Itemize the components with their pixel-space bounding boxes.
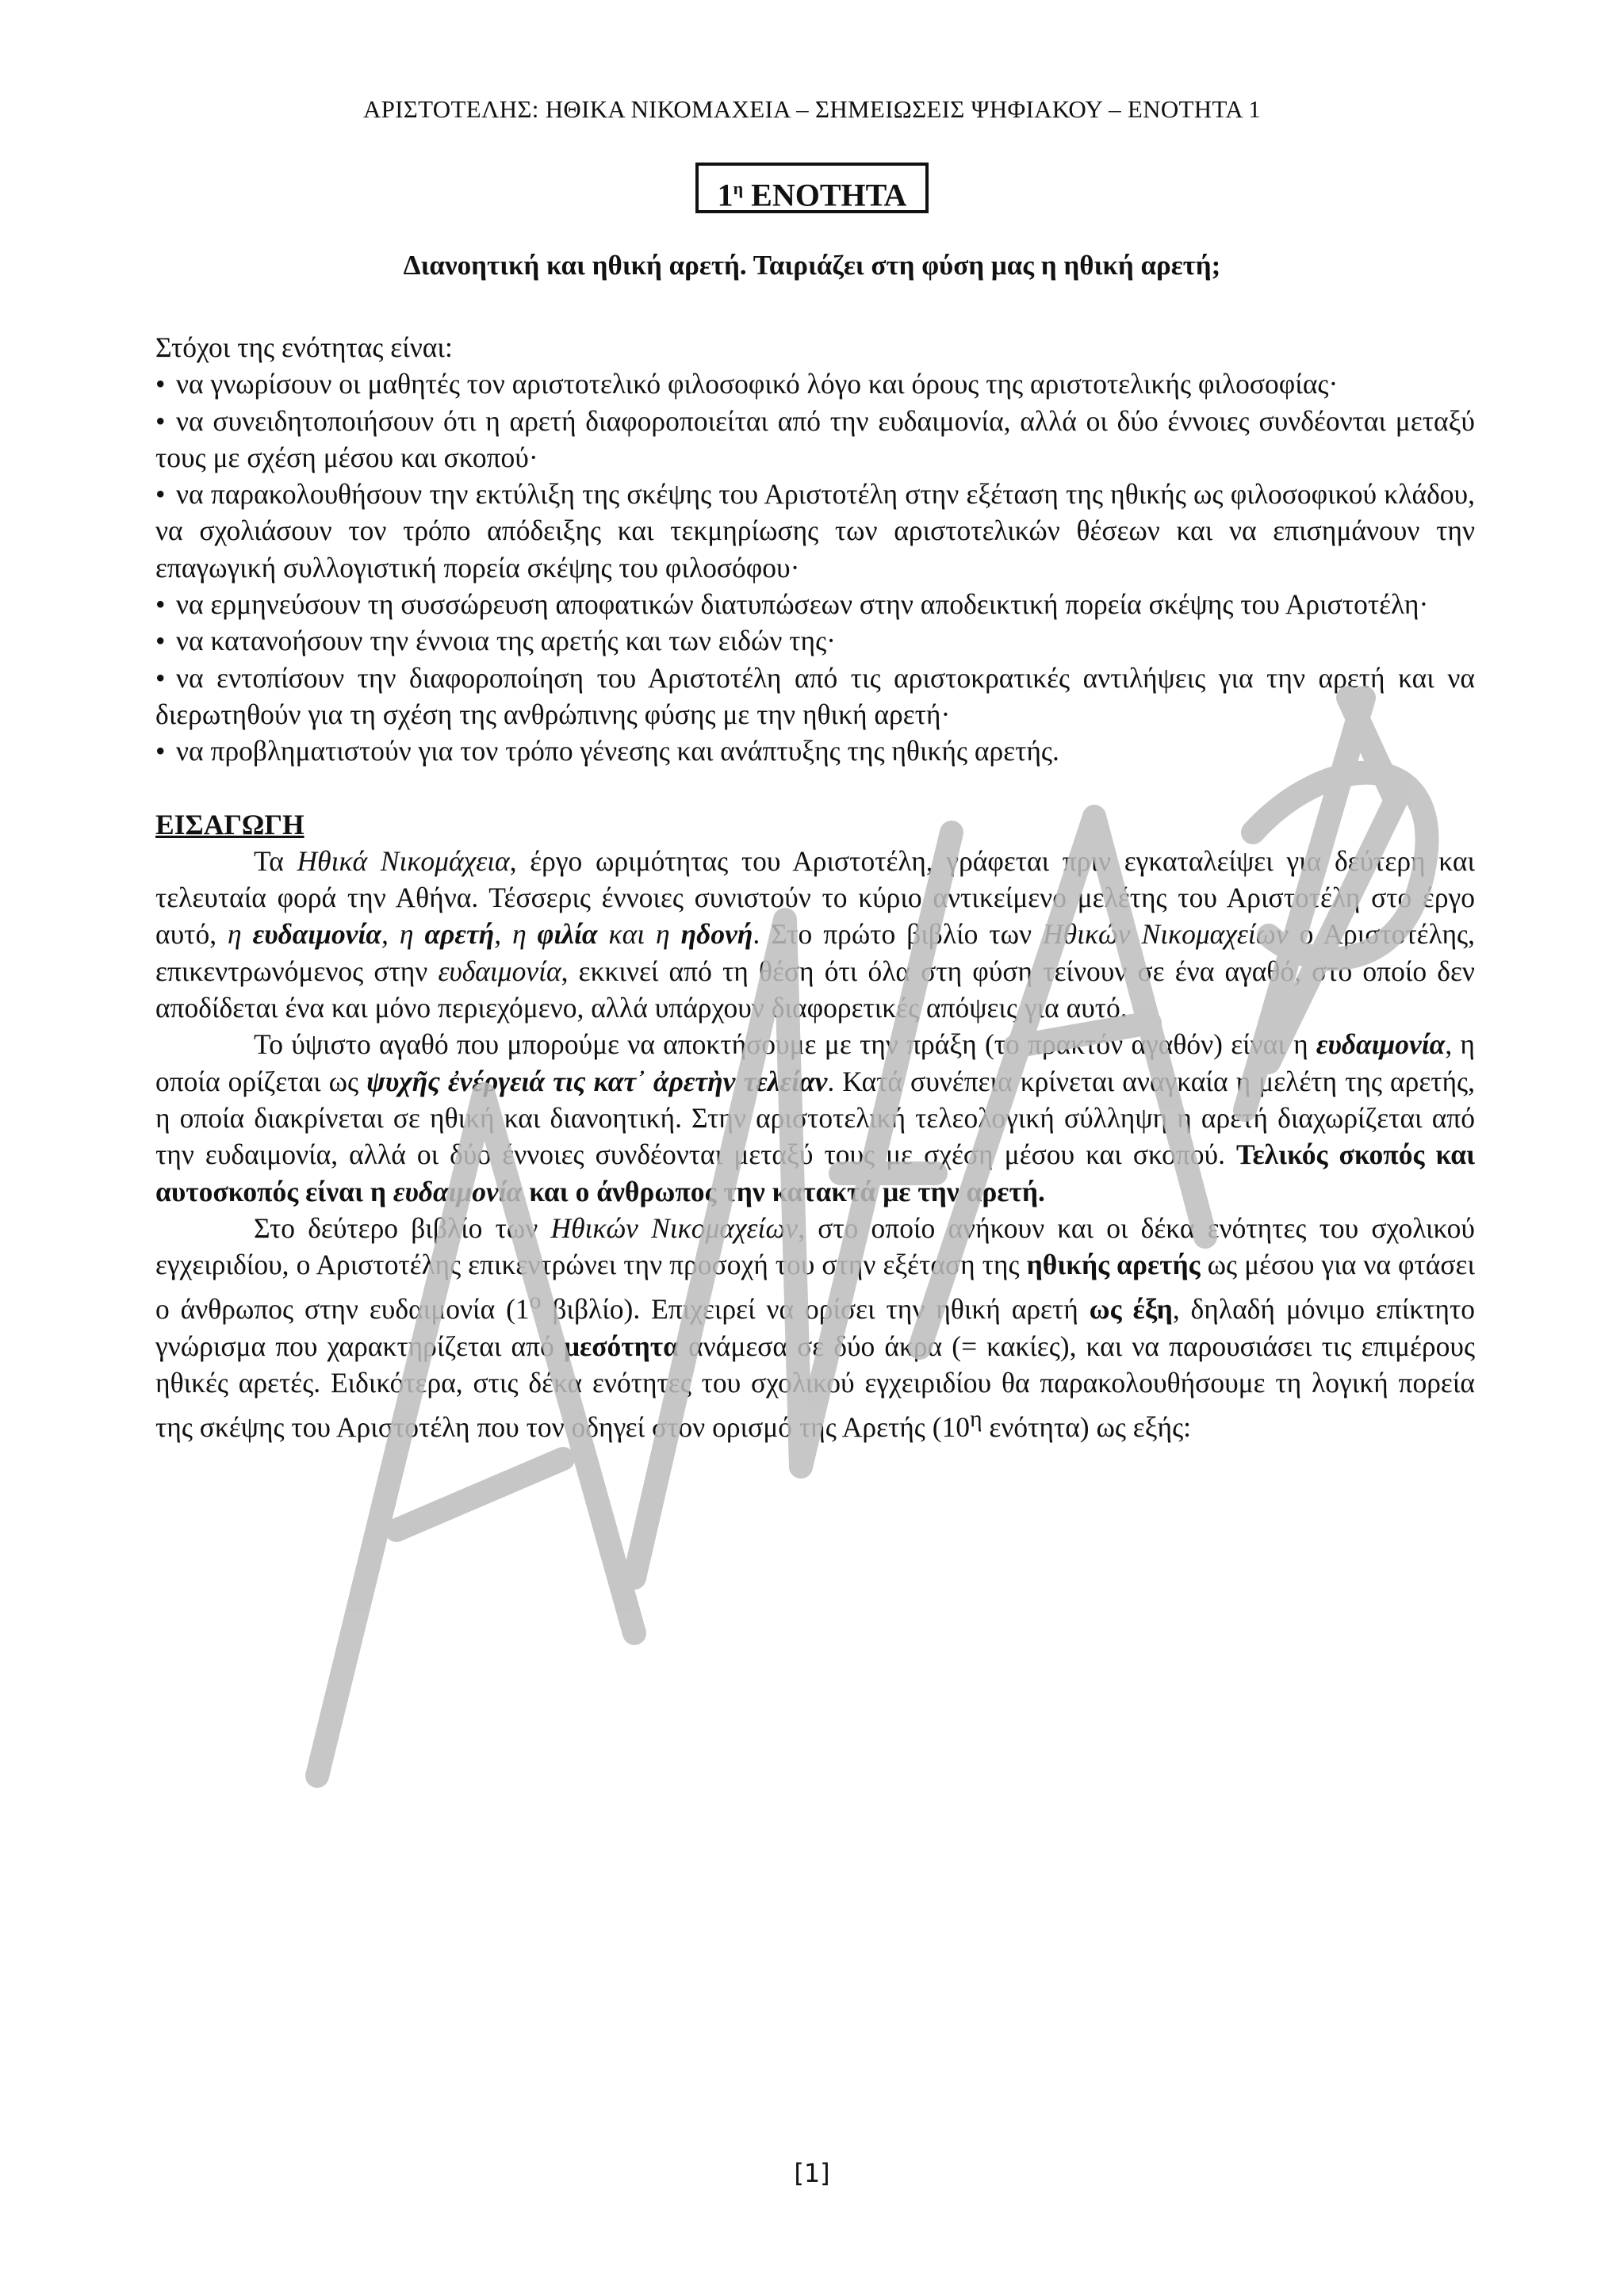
intro-heading: ΕΙΣΑΓΩΓΗ (155, 808, 304, 840)
unit-title-box (695, 163, 929, 213)
unit-ordinal-suffix: η (733, 178, 744, 198)
goal-item: • να παρακολουθήσουν την εκτύλιξη της σκέψης του Αριστοτέλη στην εξέταση της ηθικής ως φιλοσοφικού κλάδου, να σχολιάσουν τον τρόπο απόδειξης και τεκμηρίωσης των αριστοτελικών θέσεων και να επισημάνουν την επαγωγική συλλογιστική πορεία σκέψης του φιλοσόφου· (155, 476, 1475, 586)
unit-subtitle: Διανοητική και ηθική αρετή. Ταιριάζει στη φύση μας η ηθική αρετή; (403, 250, 1221, 281)
intro-paragraph-2: Το ύψιστο αγαθό που μπορούμε να αποκτήσουμε με την πράξη (το πρακτόν αγαθόν) είναι η ευδαιμονία, η οποία ορίζεται ως ψυχῆς ἐνέργειά τις κατ᾽ ἀρετὴν τελείαν. Κατά συνέπεια κρίνεται αναγκαία η μελέτη της αρετής, η οποία διακρίνεται σε ηθική και διανοητική. Στην αριστοτελική τελεολογική σύλληψη η αρετή διαχωρίζεται από την ευδαιμονία, αλλά οι δύο έννοιες συνδέονται μεταξύ τους με σχέση μέσου και σκοπού. Τελικός σκοπός και αυτοσκοπός είναι η ευδαιμονία και ο άνθρωπος την κατακτά με την αρετή. (155, 1028, 1476, 1207)
goal-item: • να εντοπίσουν την διαφοροποίηση του Αριστοτέλη από τις αριστοκρατικές αντιλήψεις για την αρετή και να διερωτηθούν για τη σχέση της ανθρώπινης φύσης με την ηθική αρετή· (155, 660, 1475, 733)
goal-item: • να ερμηνεύσουν τη συσσώρευση αποφατικών διατυπώσεων στην αποδεικτική πορεία σκέψης του Αριστοτέλη· (155, 586, 1475, 622)
goal-item: • να γνωρίσουν οι μαθητές τον αριστοτελικό φιλοσοφικό λόγο και όρους της αριστοτελικής φιλοσοφίας· (155, 365, 1475, 402)
goal-item: • να προβληματιστούν για τον τρόπο γένεσης και ανάπτυξης της ηθικής αρετής. (155, 733, 1475, 769)
main-content (155, 329, 1475, 1445)
goal-item: • να κατανοήσουν την έννοια της αρετής και των ειδών της· (155, 622, 1475, 659)
unit-label: ΕΝΟΤΗΤΑ (751, 177, 907, 213)
running-header: ΑΡΙΣΤΟΤΕΛΗΣ: ΗΘΙΚΑ ΝΙΚΟΜΑΧΕΙΑ – ΣΗΜΕΙΩΣΕΙΣ ΨΗΦΙΑΚΟΥ – ΕΝΟΤΗΤΑ 1 (362, 95, 1262, 123)
intro-paragraph-1: Τα Ηθικά Νικομάχεια, έργο ωριμότητας του Αριστοτέλη, γράφεται πριν εγκαταλείψει για δεύτερη και τελευταία φορά την Αθήνα. Τέσσερις έννοιες συνιστούν το κύριο αντικείμενο μελέτης του Αριστοτέλη στο έργο αυτό, η ευδαιμονία, η αρετή, η φιλία και η ηδονή. Στο πρώτο βιβλίο των Ηθικών Νικομαχείων ο Αριστοτέλης, επικεντρωνόμενος στην ευδαιμονία, εκκινεί από τη θέση ότι όλα στη φύση τείνουν σε ένα αγαθό, στο οποίο δεν αποδίδεται ένα και μόνο περιεχόμενο, αλλά υπάρχουν διαφορετικές απόψεις για αυτό. (155, 844, 1476, 1024)
intro-paragraph-3: Στο δεύτερο βιβλίο των Ηθικών Νικομαχείων, στο οποίο ανήκουν και οι δέκα ενότητες του σχολικού εγχειριδίου, ο Αριστοτέλης επικεντρώνει την προσοχή του στην εξέταση της ηθικής αρετής ως μέσου για να φτάσει ο άνθρωπος στην ευδαιμονία ($1^o$ βιβλίο). Επιχειρεί να ορίσει την ηθική αρετή ως έξη, δηλαδή μόνιμο επίκτητο γνώρισμα που χαρακτηρίζεται από μεσότητα ανάμεσα σε δύο άκρα (= κακίες), και να παρουσιάσει τις επιμέρους ηθικές αρετές. Ειδικότερα, στις δέκα ενότητες του σχολικού εγχειριδίου θα παρακολουθήσουμε τη λογική πορεία της σκέψης του Αριστοτέλη που τον οδηγεί στον ορισμό της Αρετής ($10^\eta$ ενότητα) ως εξής: (155, 1211, 1476, 1443)
goal-item: • να συνειδητοποιήσουν ότι η αρετή διαφοροποιείται από την ευδαιμονία, αλλά οι δύο έννοιες συνδέονται μεταξύ τους με σχέση μέσου και σκοπού· (155, 403, 1475, 476)
unit-number: 1 (717, 177, 733, 213)
goals-intro: Στόχοι της ενότητας είναι: (155, 331, 453, 363)
spacer (155, 770, 1475, 806)
page-number: [1] (794, 2158, 830, 2188)
